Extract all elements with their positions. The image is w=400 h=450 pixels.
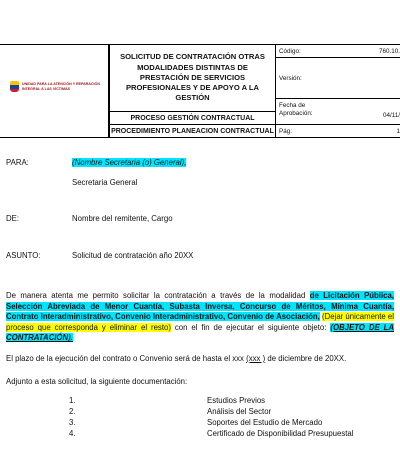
plazo-paragraph <box>6 354 394 365</box>
logo-cell <box>0 44 109 138</box>
codigo-cell <box>275 44 400 58</box>
list-item <box>0 407 400 417</box>
modalidades-list: de Licitación Pública, Selección Abreviada de Menor Cuantía, Subasta Inversa, Concurso de Méritos, Mínima Cuantía, Contrato Interadministrativo, Convenio Interadministrativo, Convenio de Asociación, <box>6 291 394 322</box>
list-item-number: 4. <box>69 429 76 438</box>
plazo-text-c: de diciembre de 20XX. <box>265 354 347 363</box>
list-item-number: 3. <box>69 418 76 427</box>
objeto-placeholder: (OBJETO DE LA CONTRATACIÓN). <box>6 322 394 343</box>
colombia-seal-icon <box>10 81 19 92</box>
para-label: PARA: <box>6 158 29 167</box>
pag-value: 1 <box>396 128 400 135</box>
adjunto-paragraph: Adjunto a esta solicitud, la siguiente documentación: <box>6 377 188 386</box>
list-item-number: 1. <box>69 396 76 405</box>
list-item <box>0 396 400 406</box>
pag-cell <box>275 124 400 138</box>
fecha-value: 04/11/ <box>382 112 400 119</box>
list-item <box>0 418 400 428</box>
list-item-text: Análisis del Sector <box>207 407 272 416</box>
list-item-text: Estudios Previos <box>207 396 266 405</box>
plazo-text-a: El plazo de la ejecución del contrato o Convenio será de hasta el xxx <box>6 354 247 363</box>
version-label: Versión: <box>279 74 302 82</box>
para-sub: Secretaria General <box>72 178 138 187</box>
para-value: (Nombre Secretaria (o) General), <box>72 158 187 167</box>
procedimiento-label: PROCEDIMIENTO PLANEACION CONTRACTUAL <box>109 124 276 138</box>
de-label: DE: <box>6 214 19 223</box>
asunto-value: Solicitud de contratación año 20XX <box>72 251 194 260</box>
list-item-number: 2. <box>69 407 76 416</box>
version-cell <box>275 57 400 99</box>
request-mid: con el fin de ejecutar el siguiente objeto: <box>170 322 331 332</box>
request-paragraph <box>6 291 394 344</box>
list-item <box>0 429 400 439</box>
codigo-label: Código: <box>279 48 301 55</box>
request-intro: De manera atenta me permito solicitar la contratación a través de la modalidad <box>6 291 310 300</box>
entity-logo <box>10 81 102 92</box>
list-item-text: Soportes del Estudio de Mercado <box>207 418 323 427</box>
de-value: Nombre del remitente, Cargo <box>72 214 173 223</box>
modalidad-note: (Dejar únicamente el proceso que corresponda y eliminar el resto) <box>6 312 394 332</box>
proceso-label: PROCESO GESTIÓN CONTRACTUAL <box>109 111 276 125</box>
fecha-cell <box>275 98 400 125</box>
fecha-label-1: Fecha de <box>279 102 306 109</box>
logo-text: UNIDAD PARA LA ATENCIÓN Y REPARACIÓN INTEGRAL A LAS VÍCTIMAS <box>22 82 100 91</box>
list-item-text: Certificado de Disponibilidad Presupuestal <box>207 429 354 438</box>
document-title: SOLICITUD DE CONTRATACIÓN OTRAS MODALIDADES DISTINTAS DE PRESTACIÓN DE SERVICIOS PROFESIONALES Y DE APOYO A LA GESTIÓN <box>109 44 276 112</box>
document-header <box>0 44 400 138</box>
asunto-label: ASUNTO: <box>6 251 41 260</box>
pag-label: Pág: <box>279 128 292 135</box>
fecha-label-2: Aprobación: <box>279 110 313 117</box>
codigo-value: 760.10. <box>378 48 400 55</box>
plazo-text-b: (xxx ) <box>246 354 266 363</box>
